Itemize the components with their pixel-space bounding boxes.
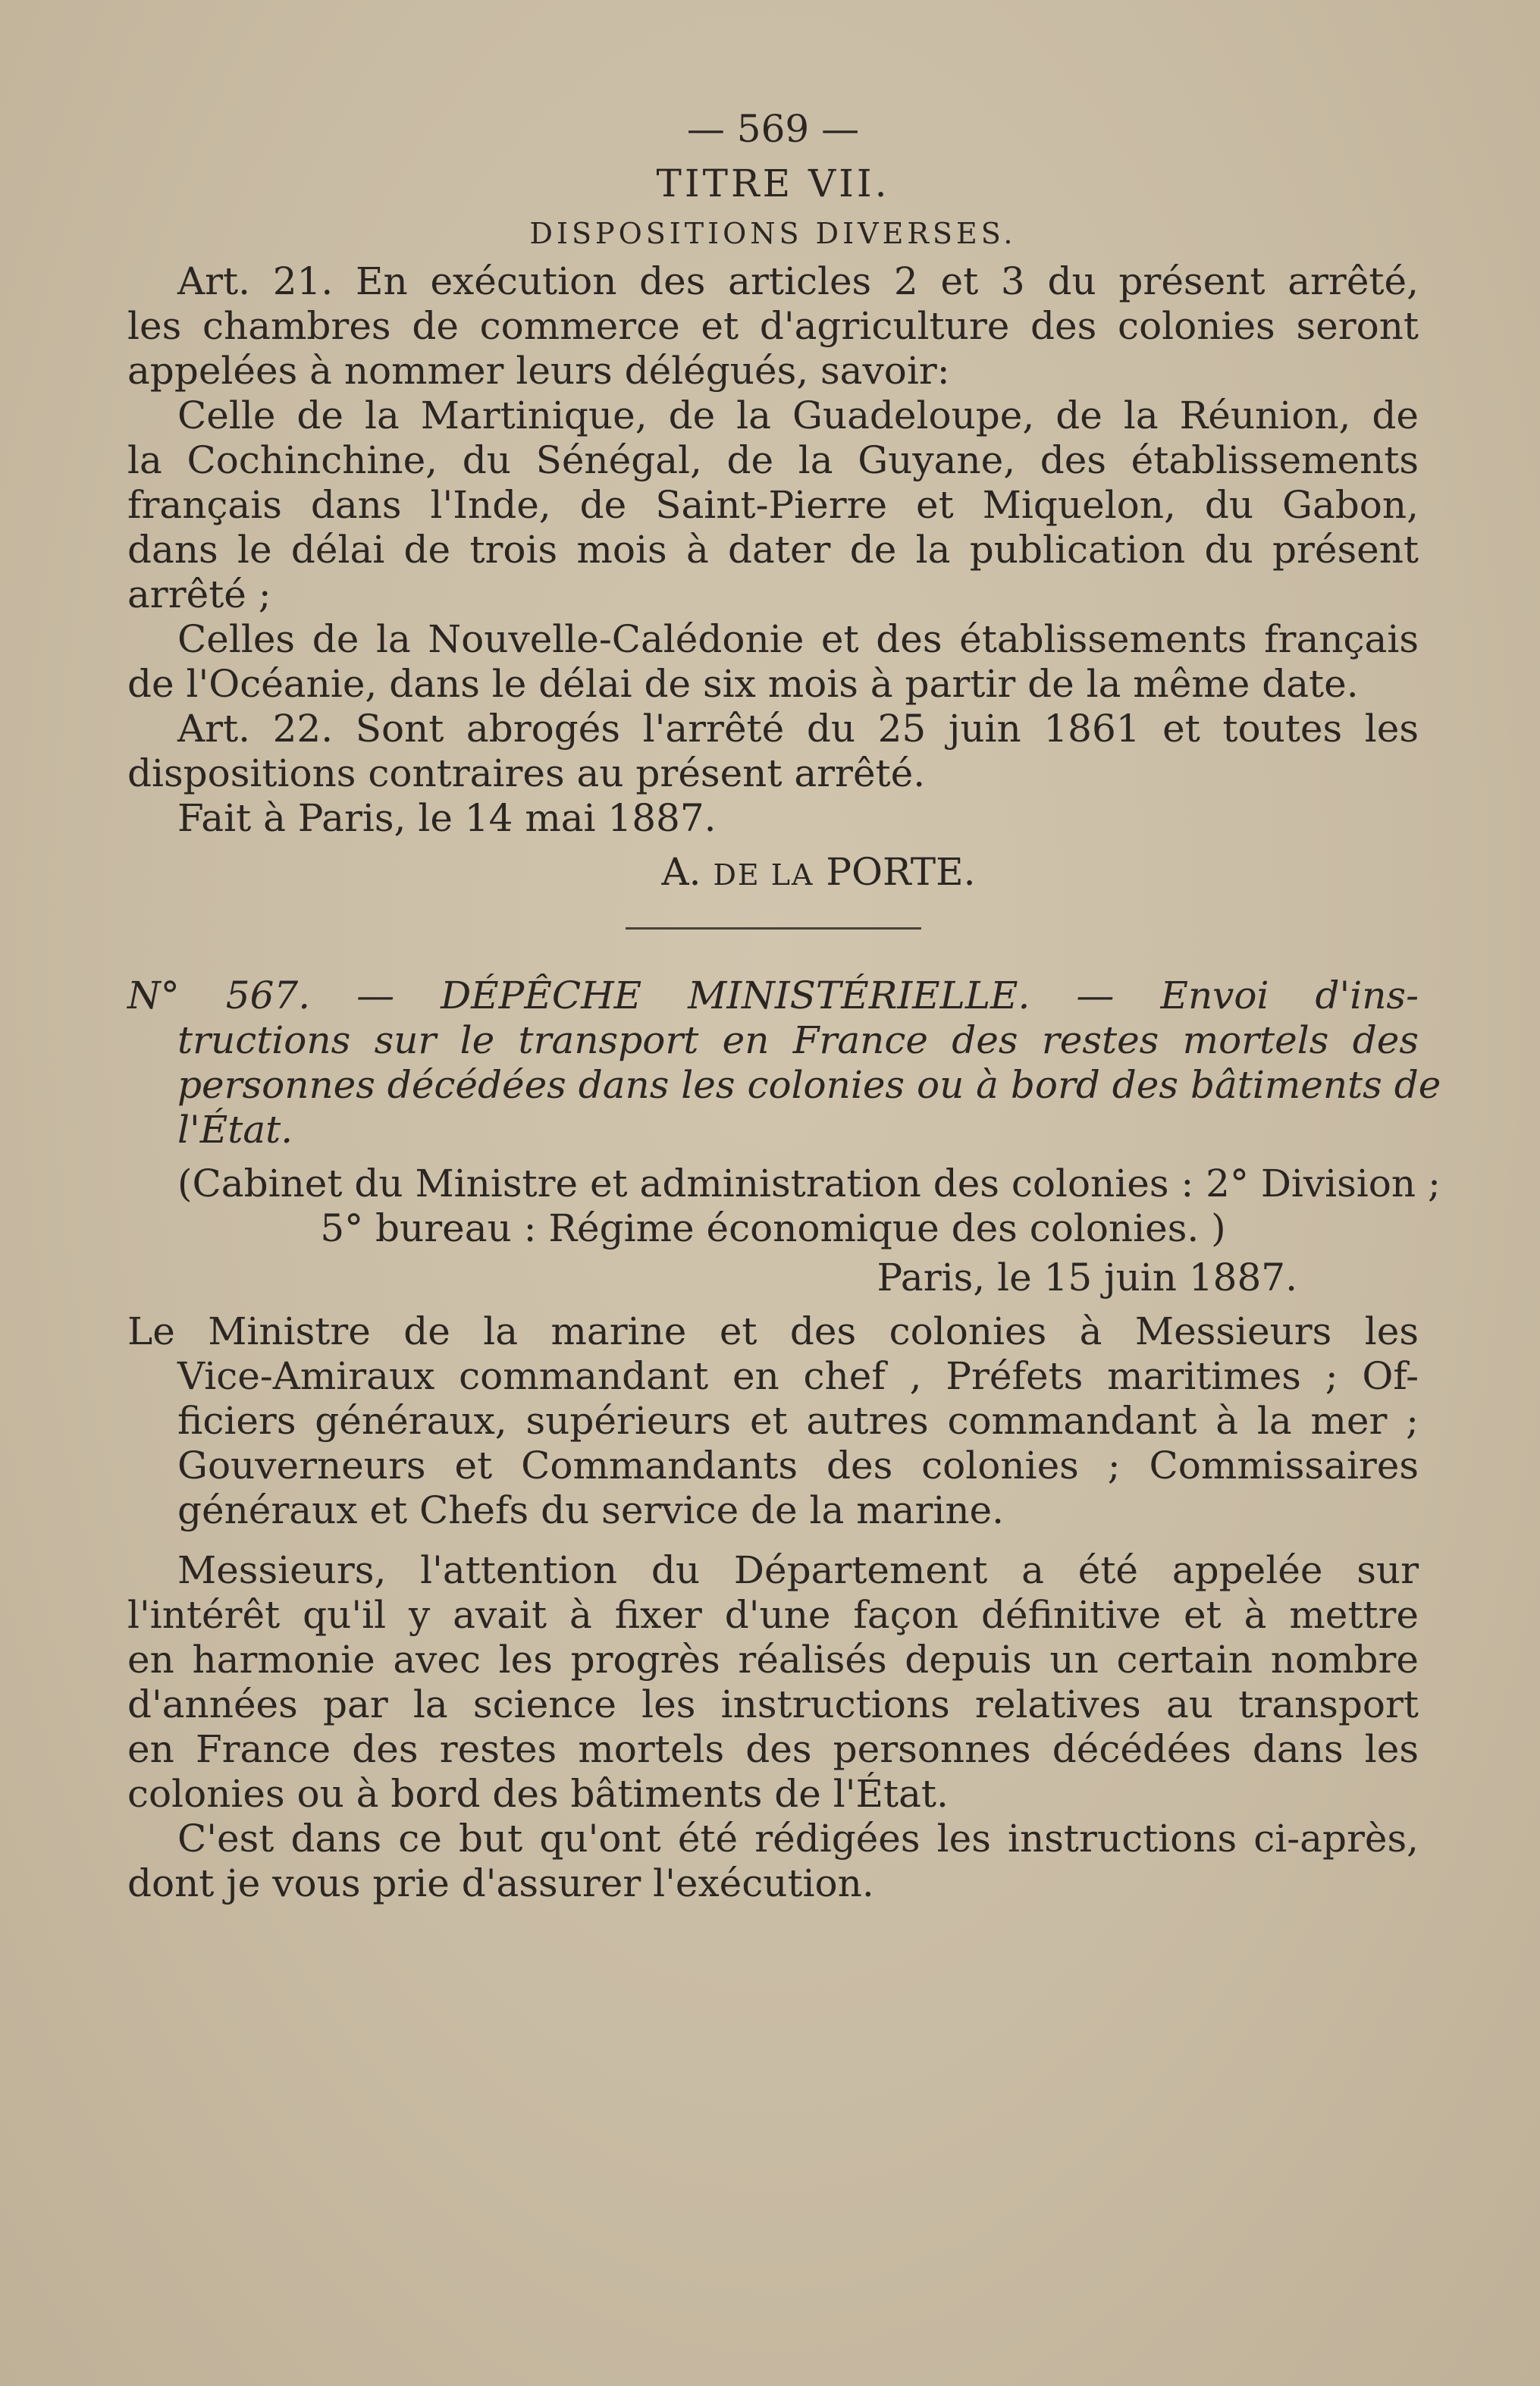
- address-block: [127, 1309, 1419, 1533]
- text-line: de l'Océanie, dans le délai de six mois à partir de la même date.: [127, 662, 1359, 706]
- text-line: ficiers généraux, supérieurs et autres commandant à la mer ;: [177, 1399, 1419, 1443]
- text-line: 5° bureau : Régime économique des colonies. ): [320, 1206, 1226, 1250]
- text-line: Vice-Amiraux commandant en chef , Préfets maritimes ; Of-: [177, 1354, 1419, 1398]
- section-title: TITRE VII.: [656, 161, 890, 205]
- closing-paragraph: [127, 1817, 1419, 1906]
- text-line: appelées à nommer leurs délégués, savoir:: [127, 349, 950, 393]
- text-line: dans le délai de trois mois à dater de la publication du présent: [127, 528, 1419, 572]
- signature: [127, 845, 1419, 901]
- text-line: la Cochinchine, du Sénégal, de la Guyane, des établissements: [127, 438, 1419, 482]
- spacer: [127, 1533, 1419, 1548]
- text-line: l'intérêt qu'il y avait à fixer d'une façon définitive et à mettre: [127, 1593, 1419, 1637]
- text-line: en France des restes mortels des personnes décédées dans les: [127, 1727, 1419, 1771]
- messieurs-paragraph: [127, 1548, 1419, 1817]
- text-line: l'État.: [177, 1108, 293, 1152]
- separator-rule: [626, 927, 921, 930]
- page-number: — 569 —: [686, 107, 860, 151]
- text-line: les chambres de commerce et d'agriculture des colonies seront: [127, 304, 1419, 348]
- text-line: dont je vous prie d'assurer l'exécution.: [127, 1861, 874, 1905]
- text-line: colonies ou à bord des bâtiments de l'État.: [127, 1772, 949, 1816]
- paragraph-caledonie: [127, 617, 1419, 707]
- text-line: (Cabinet du Ministre et administration des colonies : 2° Division ;: [177, 1162, 1441, 1206]
- text-line: Le Ministre de la marine et des colonies à Messieurs les: [127, 1309, 1419, 1353]
- text-line: d'années par la science les instructions relatives au transport: [127, 1682, 1419, 1726]
- text-line: N° 567. — DÉPÊCHE MINISTÉRIELLE. — Envoi d'ins-: [127, 974, 1419, 1017]
- signature-particle: DE LA: [713, 858, 814, 892]
- text-line: arrêté ;: [127, 572, 271, 616]
- text-line: tructions sur le transport en France des restes mortels des: [177, 1018, 1419, 1062]
- text-line: généraux et Chefs du service de la marine.: [177, 1488, 1005, 1532]
- text-line: dispositions contraires au présent arrêté.: [127, 751, 926, 795]
- text-line: Celle de la Martinique, de la Guadeloupe, de la Réunion, de: [177, 393, 1419, 437]
- fait-a-paris: Fait à Paris, le 14 mai 1887.: [177, 796, 717, 840]
- text-line: Art. 21. En exécution des articles 2 et 3 du présent arrêté,: [177, 259, 1419, 303]
- signature-name: PORTE.: [826, 850, 976, 894]
- article-21: [127, 259, 1419, 393]
- text-line: Celles de la Nouvelle-Calédonie et des établissements français: [177, 617, 1419, 661]
- text-line: français dans l'Inde, de Saint-Pierre et Miquelon, du Gabon,: [127, 483, 1419, 527]
- text-line: personnes décédées dans les colonies ou à bord des bâtiments de: [177, 1063, 1441, 1107]
- text-line: Gouverneurs et Commandants des colonies ; Commissaires: [177, 1444, 1419, 1488]
- paragraph-martinique: [127, 393, 1419, 617]
- date-line: Paris, le 15 juin 1887.: [877, 1256, 1297, 1300]
- notice-heading: [127, 974, 1441, 1152]
- article-22: [127, 707, 1419, 796]
- section-subtitle: DISPOSITIONS DIVERSES.: [529, 217, 1017, 250]
- text-line: Messieurs, l'attention du Département a été appelée sur: [177, 1548, 1419, 1592]
- text-line: C'est dans ce but qu'ont été rédigées les instructions ci-après,: [177, 1817, 1419, 1861]
- text-line: en harmonie avec les progrès réalisés depuis un certain nombre: [127, 1638, 1419, 1682]
- signature-initial: A.: [661, 850, 701, 894]
- text-line: Art. 22. Sont abrogés l'arrêté du 25 juin 1861 et toutes les: [177, 707, 1419, 751]
- cabinet-note: [127, 1162, 1441, 1250]
